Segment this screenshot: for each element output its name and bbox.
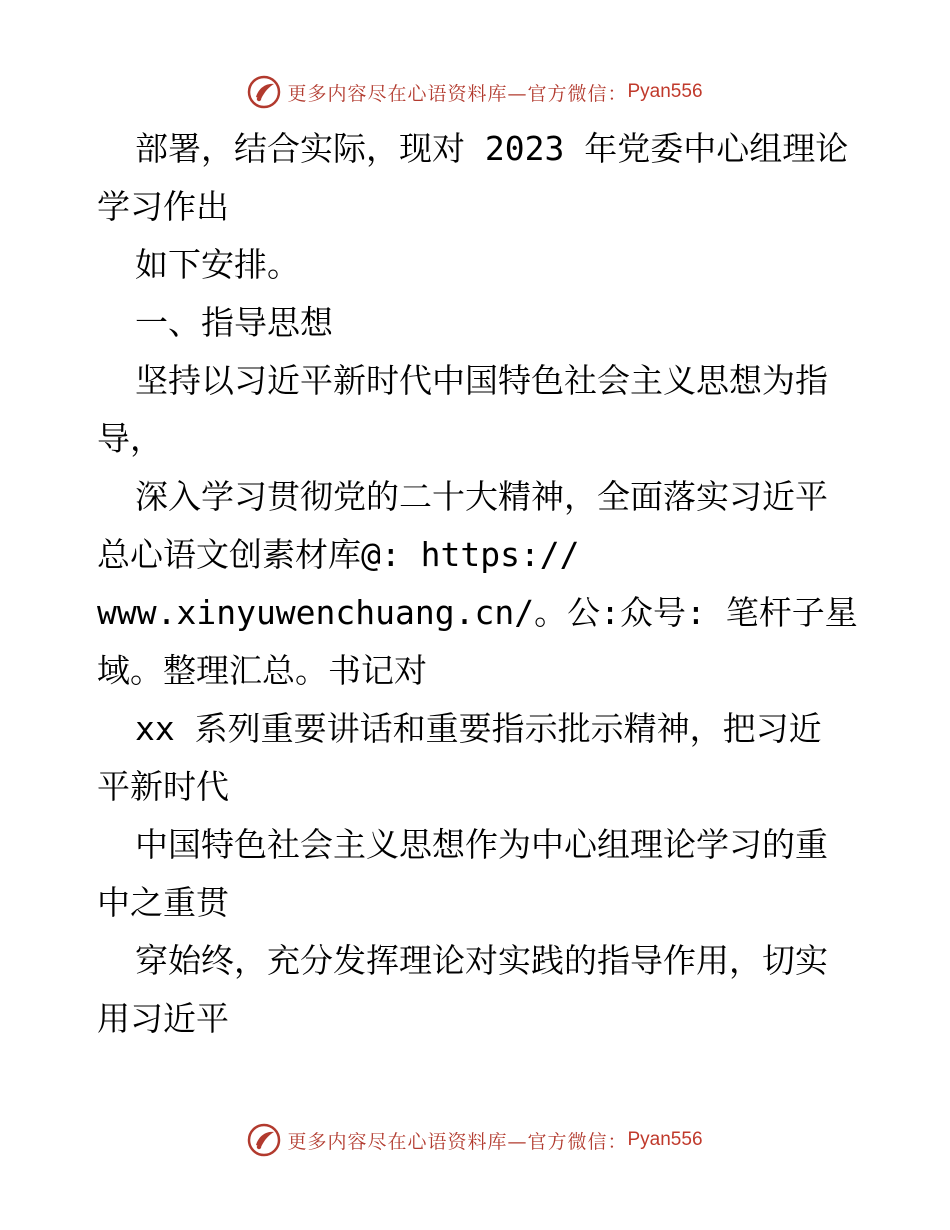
body-line: 深入学习贯彻党的二十大精神，全面落实习近平 <box>135 477 828 516</box>
body-line: 学习作出 <box>97 187 229 226</box>
body-line: 平新时代 <box>97 767 229 806</box>
body-line: 穿始终，充分发挥理论对实践的指导作用，切实 <box>135 941 828 980</box>
body-line: 总心语文创素材库@: https:// <box>97 535 580 574</box>
body-line: 部署，结合实际，现对 2023 年党委中心组理论 <box>135 129 849 168</box>
body-line: www.xinyuwenchuang.cn/。公:众号: 笔杆子星 <box>97 593 858 632</box>
body-line: 坚持以习近平新时代中国特色社会主义思想为指 <box>135 361 828 400</box>
footer-wechat-id: Pyan556 <box>627 1129 703 1150</box>
body-line: 用习近平 <box>97 999 229 1038</box>
section-heading: 一、指导思想 <box>135 303 333 342</box>
body-line: 如下安排。 <box>135 245 300 284</box>
footer-banner <box>0 1120 950 1160</box>
document-body <box>97 120 867 1048</box>
header-banner <box>0 72 950 112</box>
body-line: 中国特色社会主义思想作为中心组理论学习的重 <box>135 825 828 864</box>
header-banner-text: 更多内容尽在心语资料库—官方微信： <box>287 82 628 105</box>
body-line: 域。整理汇总。书记对 <box>97 651 427 690</box>
footer-banner-text: 更多内容尽在心语资料库—官方微信： <box>287 1130 628 1153</box>
body-line: 中之重贯 <box>97 883 229 922</box>
brand-logo-icon <box>247 75 281 109</box>
brand-logo-icon <box>247 1123 281 1157</box>
body-line: xx 系列重要讲话和重要指示批示精神，把习近 <box>135 709 822 748</box>
body-line: 导， <box>97 419 163 458</box>
header-wechat-id: Pyan556 <box>627 81 703 102</box>
